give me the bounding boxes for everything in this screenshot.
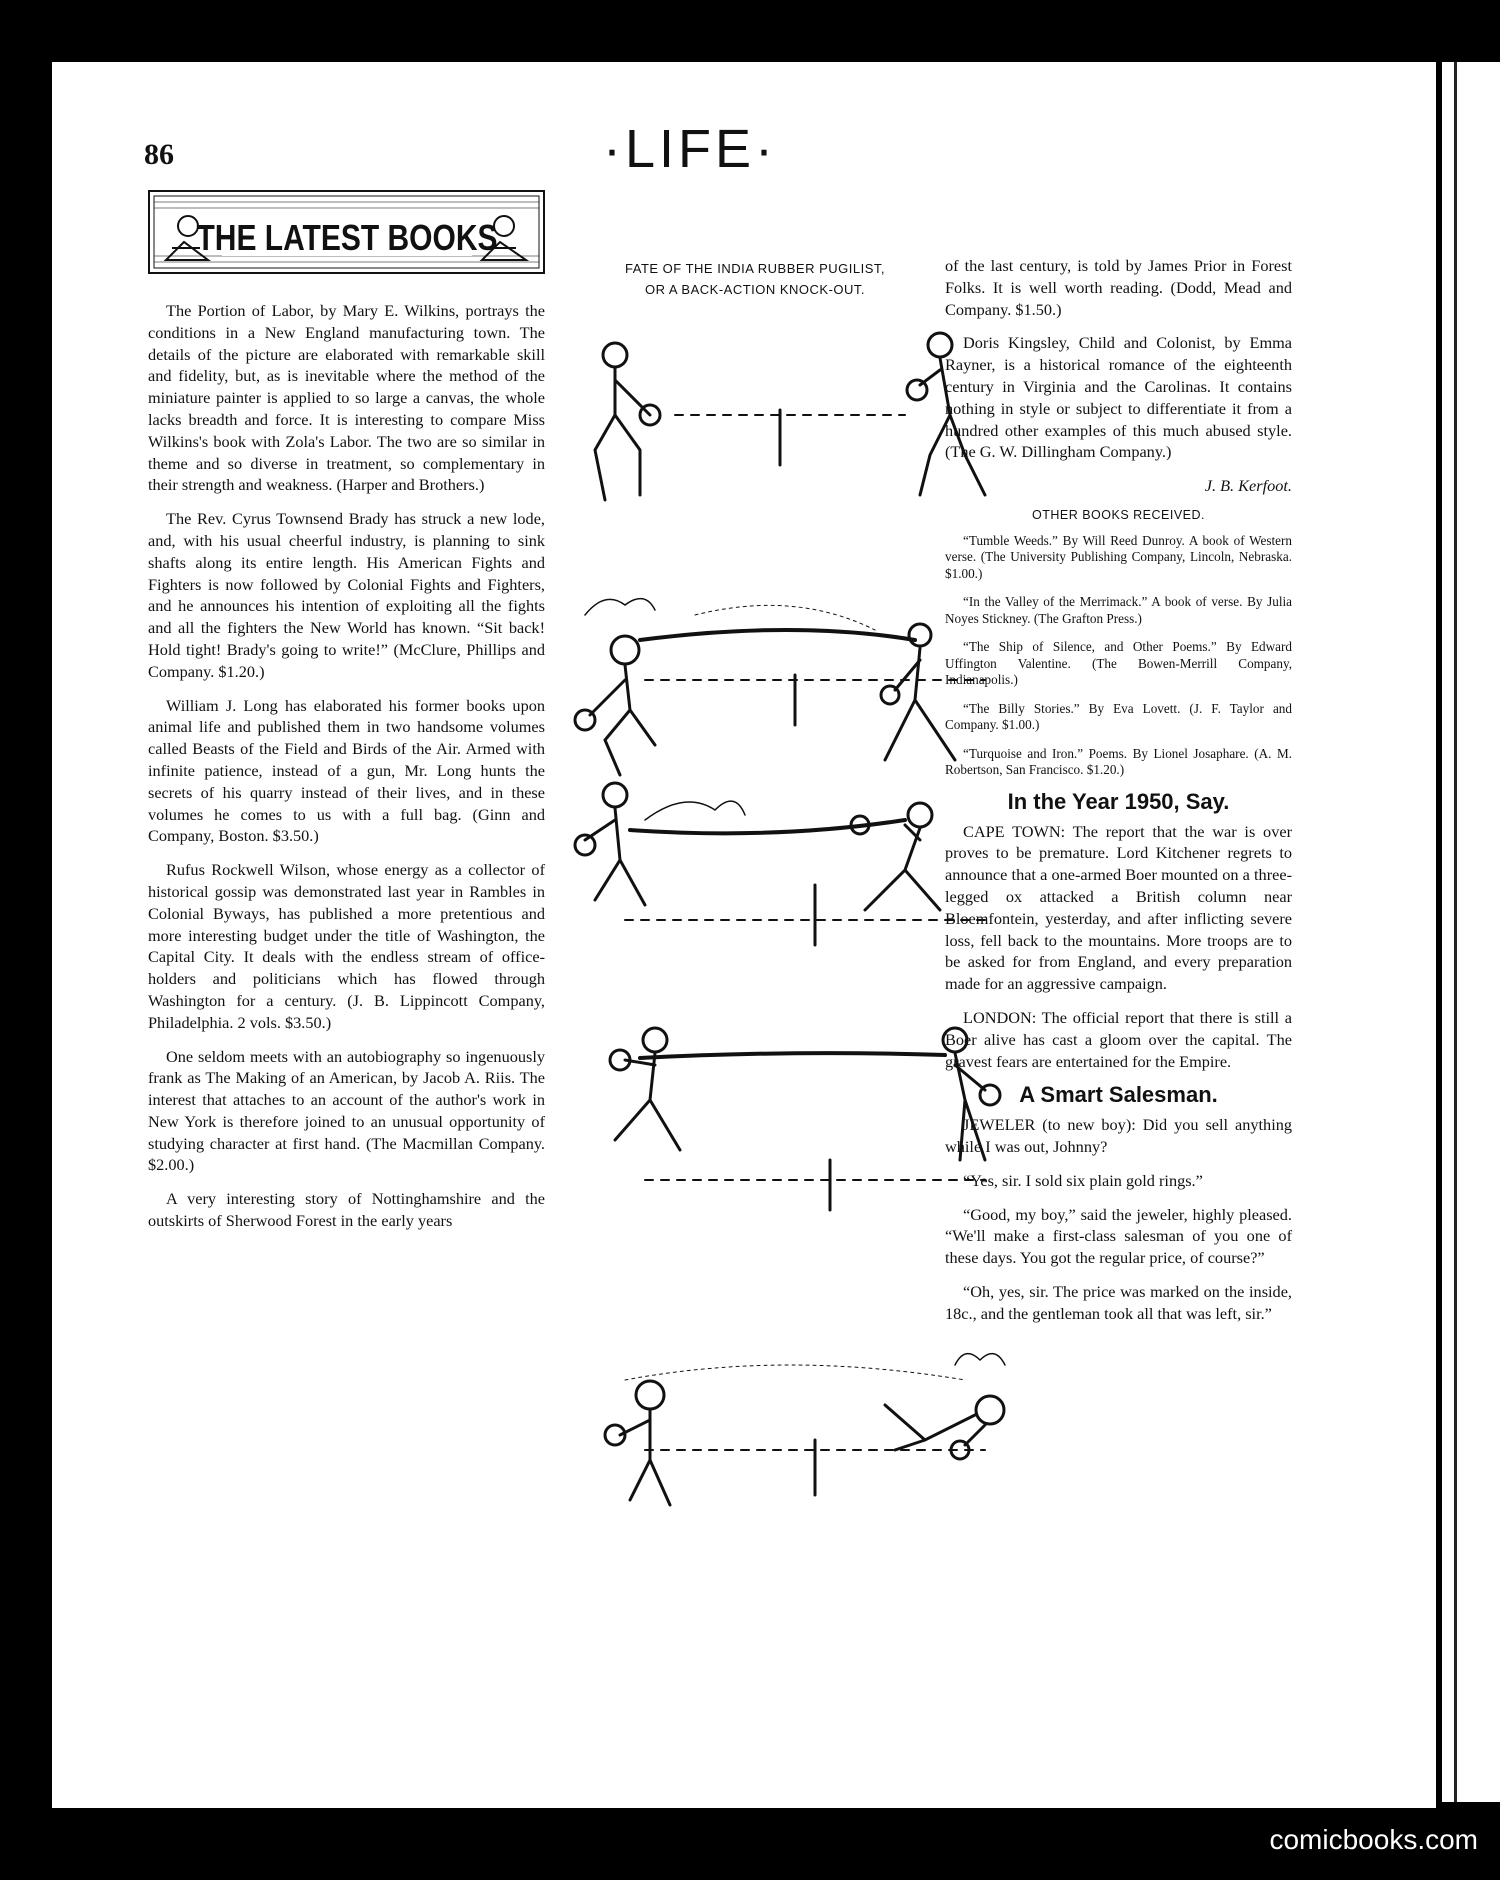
review-portion-of-labor: The Portion of Labor, by Mary E. Wilkins, portrays the conditions in a New England manufacturing town. The details of the picture are elaborated with remarkable skill and fidelity, but, as is inevitable where the method of the miniature painter is applied to so large a canvas, the whole lacks breadth and force. It is interesting to compare Miss Wilkins's book with Zola's Labor. The two are so similar in theme and so diverse in treatment, so complementary in their strength and weakness. (Harper and Brothers.) xyxy=(148,301,545,495)
review-riis: One seldom meets with an autobiography so ingenuously frank as The Making of an American, by Jacob A. Riis. The interest that attaches to an account of the author's work in New York is therefore joined to an unusual opportunity of studying character at first hand. (The Macmillan Company. $2.00.) xyxy=(148,1046,545,1175)
banner-title: THE LATEST BOOKS xyxy=(196,218,498,259)
reviewer-signature: J. B. Kerfoot. xyxy=(1204,476,1292,496)
book-reviews-column xyxy=(148,300,545,1244)
review-long: William J. Long has elaborated his former books upon animal life and published them in two handsome volumes called Beasts of the Field and Birds of the Air. Armed with infinite patience, instead of a gun, Mr. Long hunts the secrets of his quarry instead of their lives, and in these volumes he comes to us with a full bag. (Ginn and Company, Boston. $3.50.) xyxy=(148,695,545,846)
other-book-item: “The Ship of Silence, and Other Poems.” By Edward Uffington Valentine. (The Bowen-Merrill Company, Indianapolis.) xyxy=(945,639,1292,688)
other-book-item: “Turquoise and Iron.” Poems. By Lionel Josaphare. (A. M. Robertson, San Francisco. $1.20.) xyxy=(945,745,1292,778)
page-number: 86 xyxy=(144,138,174,171)
illustration-caption: FATE OF THE INDIA RUBBER PUGILIST, OR A BACK-ACTION KNOCK-OUT. xyxy=(625,261,885,297)
latest-books-banner xyxy=(148,190,545,274)
year-1950-cape-town: CAPE TOWN: The report that the war is over proves to be premature. Lord Kitchener regrets to announce that a one-armed Boer mounted on a three-legged ox attacked a British column near Bloemfontein, yesterday, and after inflicting severe loss, fell back to the mountains. More troops are to be asked for from England, and every preparation made for an aggressive campaign. xyxy=(945,821,1292,994)
review-brady: The Rev. Cyrus Townsend Brady has struck a new lode, and, with his usual cheerful industry, is planning to sink shafts along its entire length. His American Fights and Fighters is now followed by Colonial Fights and Fighters, and he announces his intention of exploiting all the fights and all the fighters the New World has known. “Sit back! Hold tight! Brady's going to write!” (McClure, Phillips and Company. $1.20.) xyxy=(148,509,545,681)
watermark: comicbooks.com xyxy=(1269,1824,1478,1855)
other-book-item: “Tumble Weeds.” By Will Reed Dunroy. A book of Western verse. (The University Publishing Company, Lincoln, Nebraska. $1.00.) xyxy=(945,532,1292,581)
year-1950-london: LONDON: The official report that there is still a Boer alive has cast a gloom over the capital. The gravest fears are entertained for the Empire. xyxy=(945,1007,1292,1071)
review-kingsley: Doris Kingsley, Child and Colonist, by Emma Rayner, is a historical romance of the eighteenth century in Virginia and the Carolinas. It contains nothing in style or subject to differentiate it from a hundred other examples of this much abused style. (The G. W. Dillingham Company.) xyxy=(945,333,1292,462)
salesman-line-2: “Yes, sir. I sold six plain gold rings.” xyxy=(963,1170,1203,1190)
salesman-line-1: JEWELER (to new boy): Did you sell anything while I was out, Johnny? xyxy=(945,1115,1292,1156)
other-book-item: “In the Valley of the Merrimack.” A book of verse. By Julia Noyes Stickney. (The Grafton Press.) xyxy=(945,594,1292,626)
salesman-line-3: “Good, my boy,” said the jeweler, highly pleased. “We'll make a first-class salesman of you one of these days. You got the regular price, of course?” xyxy=(945,1204,1292,1268)
panel-3 xyxy=(575,783,985,945)
panel-4 xyxy=(610,1028,1000,1210)
smart-salesman-heading: A Smart Salesman. xyxy=(1019,1082,1218,1108)
panel-1 xyxy=(595,333,985,500)
masthead: ·LIFE· xyxy=(602,119,777,179)
salesman-line-4: “Oh, yes, sir. The price was marked on the inside, 18c., and the gentleman took all that was left, sir.” xyxy=(945,1281,1292,1323)
panel-5 xyxy=(605,1354,1005,1505)
review-wilson: Rufus Rockwell Wilson, whose energy as a collector of historical gossip was demonstrated last year in Rambles in Colonial Byways, has published a more pretentious and more interesting budget under the title of Washington, the Capital City. It deals with the endless stream of office-holders and politicians which has flowed through Washington for a century. (J. B. Lippincott Company, Philadelphia. 2 vols. $3.50.) xyxy=(148,860,545,1032)
right-column xyxy=(945,255,1292,1337)
review-prior-start: A very interesting story of Nottinghamshire and the outskirts of Sherwood Forest in the early years xyxy=(148,1189,545,1231)
year-1950-heading: In the Year 1950, Say. xyxy=(1007,788,1230,814)
other-books-heading: OTHER BOOKS RECEIVED. xyxy=(1031,507,1206,522)
other-book-item: “The Billy Stories.” By Eva Lovett. (J. F. Taylor and Company. $1.00.) xyxy=(945,700,1292,733)
panel-2 xyxy=(575,599,985,775)
prior-continuation: of the last century, is told by James Prior in Forest Folks. It is well worth reading. (Dodd, Mead and Company. $1.50.) xyxy=(945,256,1292,319)
next-page-edge xyxy=(1442,62,1500,1802)
